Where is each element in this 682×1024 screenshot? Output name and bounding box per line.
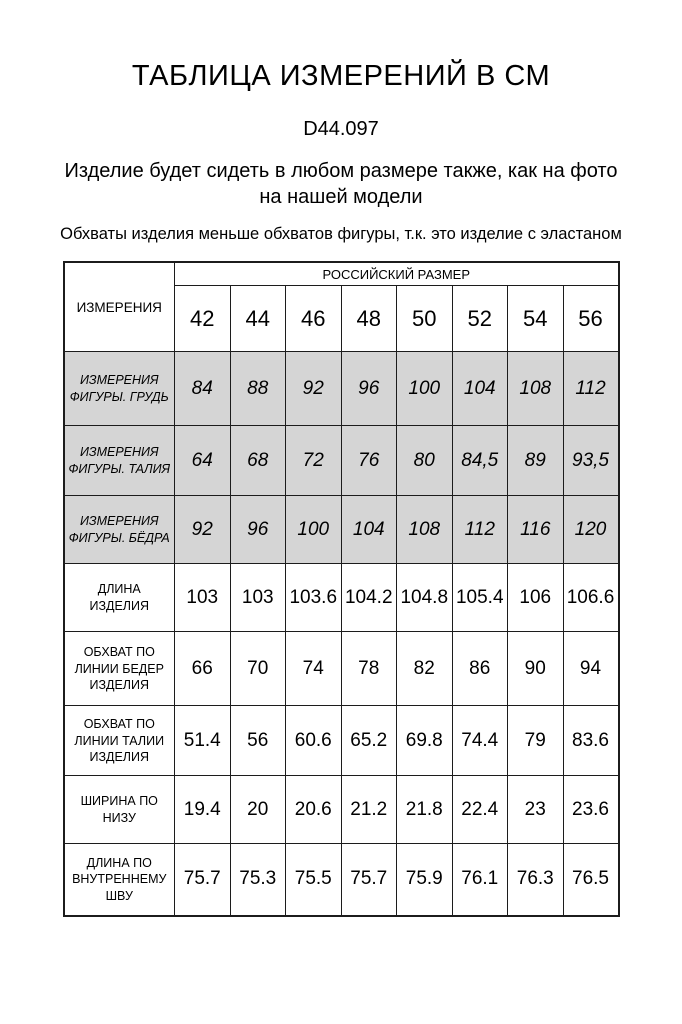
table-cell: 76.1 (452, 844, 508, 916)
table-cell: 79 (508, 706, 564, 776)
table-cell: 72 (286, 426, 342, 496)
table-cell: 68 (230, 426, 286, 496)
table-cell: 20.6 (286, 776, 342, 844)
table-cell: 23.6 (563, 776, 619, 844)
size-column-header: 44 (230, 286, 286, 352)
table-cell: 83.6 (563, 706, 619, 776)
table-cell: 80 (397, 426, 453, 496)
size-group-row (64, 262, 619, 286)
table-cell: 75.9 (397, 844, 453, 916)
table-cell: 74 (286, 632, 342, 706)
table-cell: 93,5 (563, 426, 619, 496)
table-cell: 104.8 (397, 564, 453, 632)
table-cell: 82 (397, 632, 453, 706)
table-cell: 76.5 (563, 844, 619, 916)
table-cell: 75.5 (286, 844, 342, 916)
size-column-header: 52 (452, 286, 508, 352)
table-cell: 22.4 (452, 776, 508, 844)
table-cell: 21.8 (397, 776, 453, 844)
table-cell: 75.7 (175, 844, 231, 916)
table-cell: 90 (508, 632, 564, 706)
table-cell: 89 (508, 426, 564, 496)
table-cell: 76 (341, 426, 397, 496)
table-cell: 120 (563, 496, 619, 564)
table-cell: 74.4 (452, 706, 508, 776)
elastane-note: Обхваты изделия меньше обхватов фигуры, т.к. это изделие с эластаном (60, 225, 622, 244)
table-cell: 60.6 (286, 706, 342, 776)
table-cell: 104 (452, 352, 508, 426)
table-cell: 86 (452, 632, 508, 706)
size-column-header: 48 (341, 286, 397, 352)
table-cell: 64 (175, 426, 231, 496)
table-cell: 103 (230, 564, 286, 632)
size-group-header: РОССИЙСКИЙ РАЗМЕР (175, 262, 619, 286)
row-label: ДЛИНА ПО ВНУТРЕННЕМУ ШВУ (64, 844, 175, 916)
table-cell: 106.6 (563, 564, 619, 632)
row-label: ИЗМЕРЕНИЯ ФИГУРЫ. ТАЛИЯ (64, 426, 175, 496)
table-cell: 104.2 (341, 564, 397, 632)
table-row-figure-waist (64, 426, 619, 496)
table-cell: 56 (230, 706, 286, 776)
size-column-header: 42 (175, 286, 231, 352)
table-cell: 96 (230, 496, 286, 564)
table-cell: 78 (341, 632, 397, 706)
table-cell: 106 (508, 564, 564, 632)
table-row-bottom-width (64, 776, 619, 844)
table-cell: 112 (563, 352, 619, 426)
row-label: ИЗМЕРЕНИЯ ФИГУРЫ. ГРУДЬ (64, 352, 175, 426)
table-row-garment-waist-girth (64, 706, 619, 776)
table-cell: 92 (286, 352, 342, 426)
table-cell: 92 (175, 496, 231, 564)
table-cell: 100 (286, 496, 342, 564)
table-cell: 69.8 (397, 706, 453, 776)
row-label: ДЛИНА ИЗДЕЛИЯ (64, 564, 175, 632)
size-column-header: 50 (397, 286, 453, 352)
table-cell: 103.6 (286, 564, 342, 632)
table-cell: 23 (508, 776, 564, 844)
table-cell: 66 (175, 632, 231, 706)
table-cell: 88 (230, 352, 286, 426)
table-cell: 65.2 (341, 706, 397, 776)
table-cell: 96 (341, 352, 397, 426)
table-row-garment-hip-girth (64, 632, 619, 706)
corner-header: ИЗМЕРЕНИЯ (64, 262, 175, 352)
table-cell: 75.7 (341, 844, 397, 916)
table-cell: 84,5 (452, 426, 508, 496)
table-row-figure-hips (64, 496, 619, 564)
table-cell: 76.3 (508, 844, 564, 916)
table-row-inseam-length (64, 844, 619, 916)
table-cell: 103 (175, 564, 231, 632)
size-column-header: 54 (508, 286, 564, 352)
table-cell: 70 (230, 632, 286, 706)
table-cell: 112 (452, 496, 508, 564)
table-cell: 100 (397, 352, 453, 426)
page-title: ТАБЛИЦА ИЗМЕРЕНИЙ В СМ (131, 60, 551, 92)
table-cell: 108 (397, 496, 453, 564)
size-column-header: 46 (286, 286, 342, 352)
table-cell: 51.4 (175, 706, 231, 776)
row-label: ИЗМЕРЕНИЯ ФИГУРЫ. БЁДРА (64, 496, 175, 564)
product-code: D44.097 (303, 118, 379, 141)
table-cell: 105.4 (452, 564, 508, 632)
table-row-garment-length (64, 564, 619, 632)
table-row-figure-chest (64, 352, 619, 426)
table-cell: 84 (175, 352, 231, 426)
row-label: ОБХВАТ ПО ЛИНИИ ТАЛИИ ИЗДЕЛИЯ (64, 706, 175, 776)
table-cell: 75.3 (230, 844, 286, 916)
table-cell: 108 (508, 352, 564, 426)
row-label: ОБХВАТ ПО ЛИНИИ БЕДЕР ИЗДЕЛИЯ (64, 632, 175, 706)
table-cell: 20 (230, 776, 286, 844)
table-cell: 116 (508, 496, 564, 564)
fit-note: Изделие будет сидеть в любом размере также, как на фото на нашей модели (64, 160, 618, 209)
table-cell: 19.4 (175, 776, 231, 844)
size-table (63, 261, 620, 917)
table-cell: 104 (341, 496, 397, 564)
table-cell: 94 (563, 632, 619, 706)
table-cell: 21.2 (341, 776, 397, 844)
size-column-header: 56 (563, 286, 619, 352)
row-label: ШИРИНА ПО НИЗУ (64, 776, 175, 844)
